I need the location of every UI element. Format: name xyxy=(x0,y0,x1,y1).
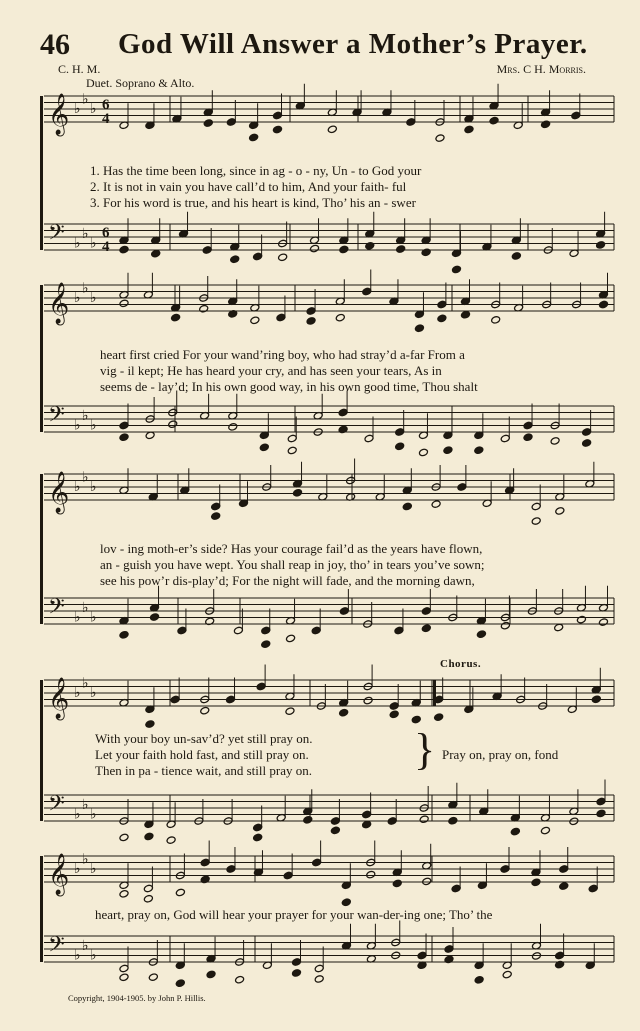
note-head xyxy=(261,640,271,649)
lyricist-credit: C. H. M. xyxy=(58,62,101,76)
flat-sign: ♭ xyxy=(82,225,89,242)
note-head xyxy=(461,310,471,319)
hymn-title: God Will Answer a Mother’s Prayer. xyxy=(118,28,588,60)
note-head xyxy=(443,446,453,455)
note-head xyxy=(151,249,161,258)
time-signature-bottom: 4 xyxy=(102,239,110,255)
note-head xyxy=(500,865,510,874)
note-head xyxy=(287,446,297,455)
system-bracket xyxy=(40,285,43,432)
flat-sign: ♭ xyxy=(82,599,89,616)
flat-sign: ♭ xyxy=(90,235,97,252)
note-head xyxy=(414,324,424,333)
note-head xyxy=(435,134,445,143)
note-head xyxy=(362,810,372,819)
note-head xyxy=(389,702,399,711)
note-head xyxy=(226,865,236,874)
note-head xyxy=(418,448,428,457)
lyric-line: Then in pa - tience wait, and still pray on. xyxy=(95,763,312,778)
note-head xyxy=(148,973,158,982)
lyric-line: heart first cried For your wand’ring boy, who had stray’d a-far From a xyxy=(100,347,465,362)
note-head xyxy=(392,879,402,888)
note-head xyxy=(452,265,462,274)
note-head xyxy=(510,827,520,836)
note-head xyxy=(283,871,293,880)
note-head xyxy=(206,970,216,979)
note-head xyxy=(596,809,606,818)
note-head xyxy=(166,836,176,845)
note-head xyxy=(523,433,533,442)
note-head xyxy=(200,858,210,867)
flat-sign: ♭ xyxy=(90,806,97,823)
lyric-line: heart, pray on, God will hear your prayer for your wan-der-ing one; Tho’ the xyxy=(95,907,493,922)
note-head xyxy=(285,707,295,716)
note-head xyxy=(253,833,263,842)
lyric-line: seems de - lay’d; In his own good way, in his own good time, Thou shalt xyxy=(100,379,478,394)
flat-sign: ♭ xyxy=(90,861,97,877)
flat-sign: ♭ xyxy=(90,947,97,964)
system-bracket xyxy=(40,680,43,821)
note-head xyxy=(235,975,245,984)
bass-clef: 𝄢 xyxy=(48,402,65,433)
flat-sign: ♭ xyxy=(82,407,89,424)
note-head xyxy=(387,817,397,826)
flat-sign: ♭ xyxy=(82,469,89,486)
flat-sign: ♭ xyxy=(90,417,97,434)
note-head xyxy=(365,242,375,251)
note-head xyxy=(540,826,550,835)
note-head xyxy=(119,299,129,308)
bass-clef: 𝄢 xyxy=(48,791,65,822)
lyric-line: 2. It is not in vain you have call’d to him, And your faith- ful xyxy=(90,179,407,194)
note-head xyxy=(451,884,461,893)
bass-clef: 𝄢 xyxy=(48,594,65,625)
note-head xyxy=(310,244,320,253)
note-head xyxy=(434,713,444,722)
note-head xyxy=(531,878,541,887)
note-head xyxy=(559,882,569,891)
note-head xyxy=(253,823,263,832)
note-head xyxy=(500,621,510,630)
note-head xyxy=(175,888,185,897)
flat-sign: ♭ xyxy=(82,675,89,692)
note-head xyxy=(395,442,405,451)
note-head xyxy=(145,720,155,729)
verse-brace: } xyxy=(414,725,436,774)
note-head xyxy=(394,626,404,635)
note-head xyxy=(335,313,345,322)
note-head xyxy=(330,817,340,826)
note-head xyxy=(550,437,560,446)
note-head xyxy=(303,816,313,825)
note-head xyxy=(419,815,429,824)
note-head xyxy=(474,446,484,455)
note-head xyxy=(422,877,432,886)
note-head xyxy=(287,434,297,443)
note-head xyxy=(464,125,474,134)
note-head xyxy=(286,634,296,643)
note-head xyxy=(599,618,609,627)
flat-sign: ♭ xyxy=(90,479,97,495)
note-head xyxy=(576,615,586,624)
note-head xyxy=(599,300,609,309)
note-head xyxy=(273,125,283,134)
flat-sign: ♭ xyxy=(74,609,81,626)
time-signature-top: 6 xyxy=(102,225,110,241)
flat-sign: ♭ xyxy=(74,290,81,306)
note-head xyxy=(474,976,484,985)
note-head xyxy=(339,245,349,254)
copyright-notice: Copyright, 1904-1905. by John P. Hillis. xyxy=(68,993,206,1003)
note-head xyxy=(199,304,209,313)
flat-sign: ♭ xyxy=(82,851,89,868)
note-head xyxy=(500,434,510,443)
note-head xyxy=(170,695,180,704)
note-head xyxy=(389,710,399,719)
note-head xyxy=(341,898,351,907)
note-head xyxy=(339,607,349,616)
treble-clef: 𝄞 xyxy=(48,854,70,895)
note-head xyxy=(363,696,373,705)
lyric-line: see his pow’r dis-play’d; For the night will fade, and the morning dawn, xyxy=(100,573,475,588)
page-number: 46 xyxy=(40,28,70,61)
note-head xyxy=(292,969,302,978)
note-head xyxy=(421,607,431,616)
note-head xyxy=(202,246,212,255)
note-head xyxy=(200,706,210,715)
bass-clef: 𝄢 xyxy=(48,220,65,251)
flat-sign: ♭ xyxy=(90,685,97,701)
flat-sign: ♭ xyxy=(82,91,89,108)
system-bracket xyxy=(40,856,43,962)
note-head xyxy=(554,623,564,632)
note-head xyxy=(555,951,565,960)
treble-clef: 𝄞 xyxy=(48,94,70,135)
note-head xyxy=(278,253,288,262)
note-head xyxy=(144,832,154,841)
note-head xyxy=(211,512,221,521)
note-head xyxy=(311,626,321,635)
note-head xyxy=(476,630,486,639)
note-head xyxy=(531,502,541,511)
note-head xyxy=(253,252,263,261)
note-head xyxy=(596,241,606,250)
note-head xyxy=(511,252,521,261)
note-head xyxy=(119,973,129,982)
note-head xyxy=(457,483,467,492)
treble-clef: 𝄞 xyxy=(48,678,70,719)
time-signature-top: 6 xyxy=(102,97,110,113)
note-head xyxy=(143,894,153,903)
note-head xyxy=(119,833,129,842)
note-head xyxy=(559,865,569,874)
note-head xyxy=(396,245,406,254)
lyric-line: 3. For his word is true, and his heart is kind, Tho’ his an - swer xyxy=(90,195,416,210)
lyric-line: 1. Has the time been long, since in ag - o - ny, Un - to God your xyxy=(90,163,422,178)
note-head xyxy=(582,439,592,448)
note-head xyxy=(362,820,372,829)
flat-sign: ♭ xyxy=(82,937,89,954)
note-head xyxy=(249,133,259,142)
note-head xyxy=(364,434,374,443)
note-head xyxy=(292,958,302,967)
note-head xyxy=(168,420,178,429)
note-head xyxy=(119,433,129,442)
note-head xyxy=(491,316,501,325)
note-head xyxy=(293,489,303,498)
bass-clef: 𝄢 xyxy=(48,932,65,963)
note-head xyxy=(314,964,324,973)
note-head xyxy=(250,316,260,325)
note-head xyxy=(489,116,499,125)
flat-sign: ♭ xyxy=(74,947,81,964)
note-head xyxy=(362,287,372,296)
note-head xyxy=(596,797,606,806)
note-head xyxy=(314,975,324,984)
note-head xyxy=(226,118,236,127)
note-head xyxy=(444,945,454,954)
note-head xyxy=(582,428,592,437)
refrain-text: Pray on, pray on, fond xyxy=(442,747,559,762)
lyric-line: With your boy un-sav’d? yet still pray on. xyxy=(95,731,313,746)
note-head xyxy=(339,708,349,717)
lyric-line: an - guish you have wept. You shall reap in joy, tho’ in tears you’ve sown; xyxy=(100,557,485,572)
note-head xyxy=(406,118,416,127)
flat-sign: ♭ xyxy=(90,609,97,626)
note-head xyxy=(338,408,348,417)
chorus-label: Chorus. xyxy=(440,658,482,670)
note-head xyxy=(230,255,240,264)
note-head xyxy=(591,695,601,704)
lyric-line: vig - il kept; He has heard your cry, and has seen your tears, As in xyxy=(100,363,442,378)
note-head xyxy=(502,970,512,979)
note-head xyxy=(119,964,129,973)
note-head xyxy=(143,884,153,893)
flat-sign: ♭ xyxy=(82,796,89,813)
note-head xyxy=(431,500,441,509)
note-head xyxy=(261,626,271,635)
note-head xyxy=(306,317,316,326)
note-head xyxy=(555,507,565,516)
system-bracket xyxy=(40,96,43,250)
note-head xyxy=(588,884,598,893)
note-head xyxy=(402,502,412,511)
lyric-line: Let your faith hold fast, and still pray on. xyxy=(95,747,309,762)
note-head xyxy=(119,631,129,640)
note-head xyxy=(119,245,129,254)
note-head xyxy=(437,300,447,309)
flat-sign: ♭ xyxy=(90,290,97,306)
double-barline xyxy=(433,680,436,706)
note-head xyxy=(571,111,581,120)
note-head xyxy=(119,421,129,430)
note-head xyxy=(421,624,431,633)
flat-sign: ♭ xyxy=(74,861,81,877)
note-head xyxy=(150,613,160,622)
flat-sign: ♭ xyxy=(74,235,81,252)
note-head xyxy=(233,626,243,635)
note-head xyxy=(256,682,266,691)
note-head xyxy=(203,119,213,128)
note-head xyxy=(276,313,286,322)
flat-sign: ♭ xyxy=(74,101,81,117)
voices-instruction: Duet. Soprano & Alto. xyxy=(86,76,195,90)
note-head xyxy=(531,517,541,526)
flat-sign: ♭ xyxy=(74,417,81,434)
flat-sign: ♭ xyxy=(74,806,81,823)
note-head xyxy=(327,125,337,134)
note-head xyxy=(273,111,283,120)
treble-clef: 𝄞 xyxy=(48,472,70,513)
lyric-line: lov - ing moth-er’s side? Has your courage fail’d as the years have flown, xyxy=(100,541,483,556)
note-head xyxy=(417,951,427,960)
flat-sign: ♭ xyxy=(74,479,81,495)
note-head xyxy=(259,443,269,452)
note-head xyxy=(171,313,181,322)
note-head xyxy=(523,421,533,430)
note-head xyxy=(395,428,405,437)
note-head xyxy=(411,715,421,724)
note-head xyxy=(312,858,322,867)
note-head xyxy=(541,120,551,129)
flat-sign: ♭ xyxy=(74,685,81,701)
treble-clef: 𝄞 xyxy=(48,283,70,324)
note-head xyxy=(226,695,236,704)
note-head xyxy=(448,816,458,825)
note-head xyxy=(228,423,238,432)
note-head xyxy=(211,502,221,511)
flat-sign: ♭ xyxy=(82,280,89,297)
note-head xyxy=(330,826,340,835)
note-head xyxy=(177,626,187,635)
system-bracket xyxy=(40,474,43,624)
note-head xyxy=(119,890,129,899)
note-head xyxy=(175,979,185,988)
note-head xyxy=(421,248,431,257)
flat-sign: ♭ xyxy=(90,101,97,117)
composer-credit: Mrs. C H. Morris. xyxy=(496,62,586,76)
note-head xyxy=(366,870,376,879)
note-head xyxy=(437,314,447,323)
note-head xyxy=(306,307,316,316)
time-signature-bottom: 4 xyxy=(102,111,110,127)
